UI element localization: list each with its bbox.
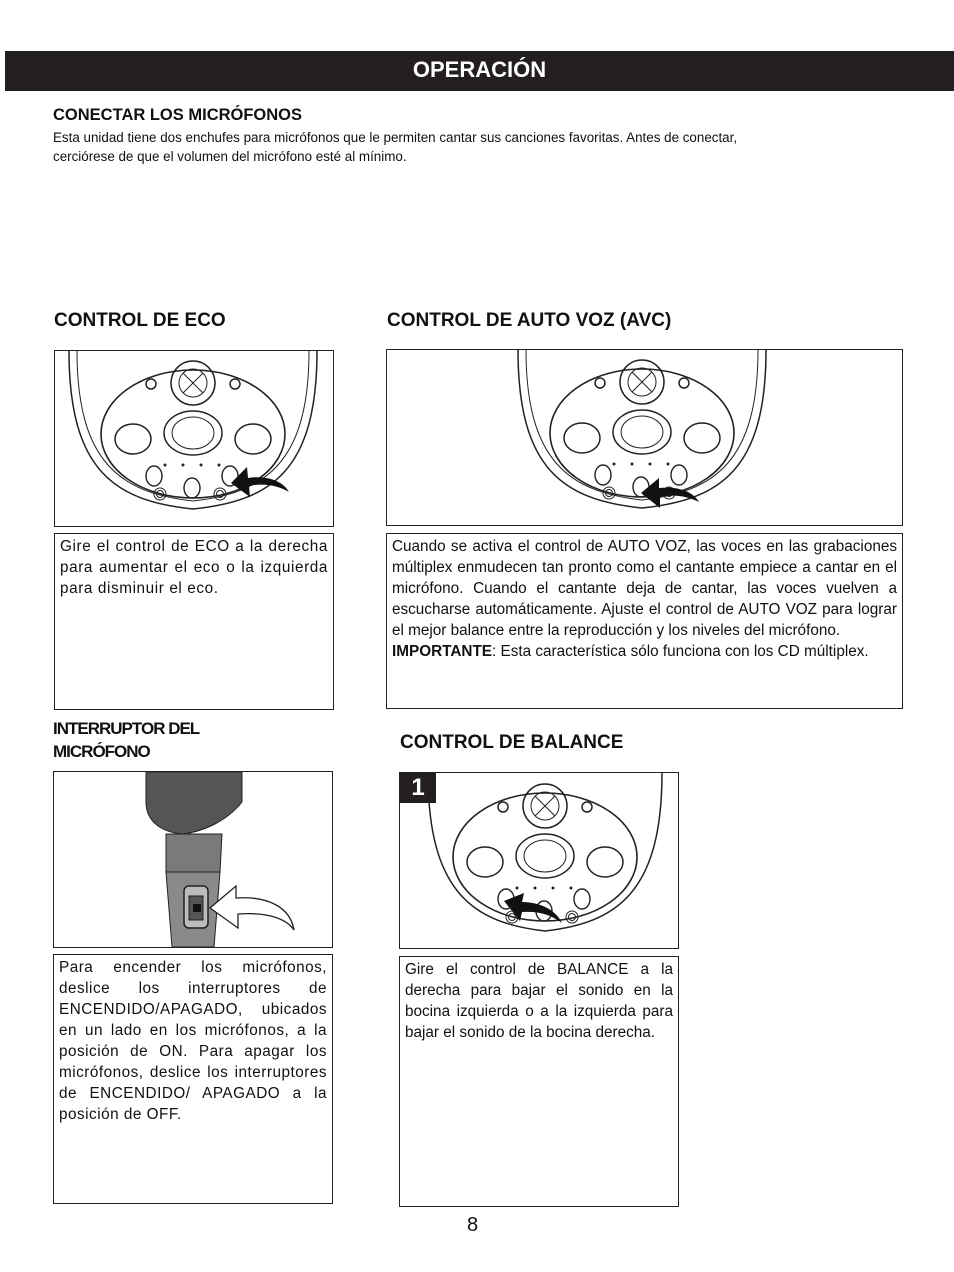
mic-switch-heading-line1: INTERRUPTOR DEL <box>53 719 200 738</box>
control-panel-illustration <box>400 773 678 948</box>
balance-description: Gire el control de BALANCE a la derecha para bajar el sonido en la bocina izquierda o a la izquierda para bajar el sonido de la bocina derecha. <box>399 956 679 1207</box>
page-number: 8 <box>467 1214 479 1236</box>
balance-illustration <box>399 772 679 949</box>
mic-switch-heading <box>53 717 199 763</box>
connect-heading: CONECTAR LOS MICRÓFONOS <box>53 106 303 124</box>
mic-switch-description: Para encender los micrófonos, deslice los interruptores de ENCENDIDO/APAGADO, ubicados en un lado en los micrófonos, a la posición de ON. Para apagar los micrófonos, deslice los interruptores de ENCENDIDO/ APAGADO a la posición de OFF. <box>53 954 333 1204</box>
avc-important-label: IMPORTANTE <box>392 643 492 660</box>
avc-description-body: Cuando se activa el control de AUTO VOZ, las voces en las grabaciones múltiplex enmudecen tan pronto como el cantante empiece a cantar en el micrófono. Cuando el cantante deja de cantar, las voces vuelven a escucharse automáticamente. Ajuste el control de AUTO VOZ para lograr el mejor balance entre la reproducción y los niveles del micrófono. <box>392 538 897 639</box>
mic-switch-heading-line2: MICRÓFONO <box>53 742 150 761</box>
control-panel-illustration <box>55 351 333 526</box>
page-title-banner: OPERACIÓN <box>5 51 954 91</box>
echo-illustration <box>54 350 334 527</box>
echo-heading: CONTROL DE ECO <box>54 310 226 331</box>
avc-illustration <box>386 349 903 526</box>
control-panel-illustration <box>387 350 902 525</box>
avc-important-text: : Esta característica sólo funciona con los CD múltiplex. <box>492 643 869 660</box>
step-number-badge: 1 <box>400 773 436 803</box>
mic-illustration <box>53 771 333 948</box>
microphone-illustration <box>54 772 332 947</box>
echo-description: Gire el control de ECO a la derecha para aumentar el eco o la izquierda para disminuir el eco. <box>54 533 334 710</box>
balance-heading: CONTROL DE BALANCE <box>400 732 624 753</box>
avc-heading: CONTROL DE AUTO VOZ (AVC) <box>387 310 672 331</box>
connect-text-line2: cerciórese de que el volumen del micrófono esté al mínimo. <box>53 149 407 164</box>
avc-description <box>386 533 903 709</box>
connect-text-line1: Esta unidad tiene dos enchufes para micrófonos que le permiten cantar sus canciones favoritas. Antes de conectar, <box>53 130 738 145</box>
